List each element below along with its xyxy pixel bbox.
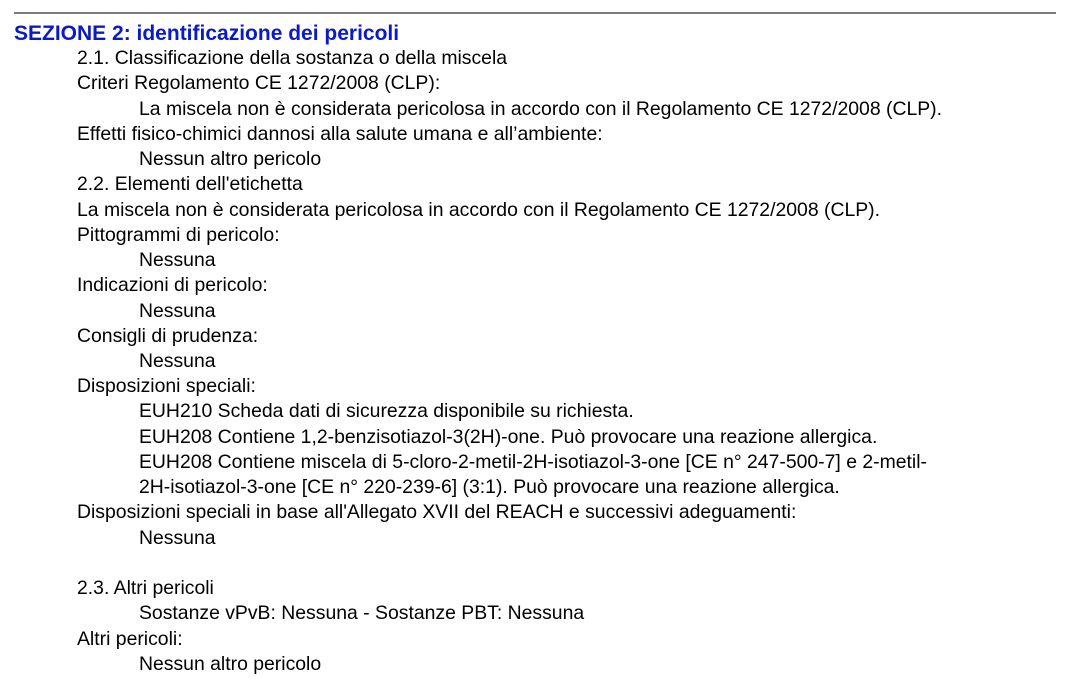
effects-value: Nessun altro pericolo xyxy=(139,148,322,170)
special-provisions-label: Disposizioni speciali: xyxy=(77,375,256,397)
subsection-2-1-heading: 2.1. Classificazione della sostanza o della miscela xyxy=(77,47,508,69)
precautionary-statements-value: Nessuna xyxy=(139,350,216,372)
reach-provisions-value: Nessuna xyxy=(139,527,216,549)
criteria-value: La miscela non è considerata pericolosa in accordo con il Regolamento CE 1272/2008 (CLP). xyxy=(139,98,943,120)
special-provision-euh208-b: EUH208 Contiene miscela di 5-cloro-2-metil-2H-isotiazol-3-one [CE n° 247-500-7] e 2-metil- xyxy=(139,451,928,473)
pictograms-label: Pittogrammi di pericolo: xyxy=(77,224,280,246)
special-provision-euh208-b-continued: 2H-isotiazol-3-one [CE n° 220-239-6] (3:1). Può provocare una reazione allergica. xyxy=(139,476,840,498)
vpvb-pbt-value: Sostanze vPvB: Nessuna - Sostanze PBT: Nessuna xyxy=(139,602,585,624)
subsection-2-2-heading: 2.2. Elementi dell'etichetta xyxy=(77,173,303,195)
effects-label: Effetti fisico-chimici dannosi alla salute umana e all’ambiente: xyxy=(77,123,603,145)
special-provision-euh210: EUH210 Scheda dati di sicurezza disponibile su richiesta. xyxy=(139,400,634,422)
reach-provisions-label: Disposizioni speciali in base all'Allegato XVII del REACH e successivi adeguamenti: xyxy=(77,501,797,523)
special-provision-euh208-a: EUH208 Contiene 1,2-benzisotiazol-3(2H)-one. Può provocare una reazione allergica. xyxy=(139,426,878,448)
pictograms-value: Nessuna xyxy=(139,249,216,271)
subsection-2-3-heading: 2.3. Altri pericoli xyxy=(77,577,214,599)
precautionary-statements-label: Consigli di prudenza: xyxy=(77,325,259,347)
label-elements-text: La miscela non è considerata pericolosa in accordo con il Regolamento CE 1272/2008 (CLP). xyxy=(77,199,881,221)
other-hazards-value: Nessun altro pericolo xyxy=(139,653,322,675)
hazard-statements-value: Nessuna xyxy=(139,300,216,322)
hazard-statements-label: Indicazioni di pericolo: xyxy=(77,274,268,296)
other-hazards-label: Altri pericoli: xyxy=(77,628,183,650)
section-title: SEZIONE 2: identificazione dei pericoli xyxy=(14,22,400,45)
criteria-label: Criteri Regolamento CE 1272/2008 (CLP): xyxy=(77,72,441,94)
top-divider xyxy=(14,12,1056,14)
